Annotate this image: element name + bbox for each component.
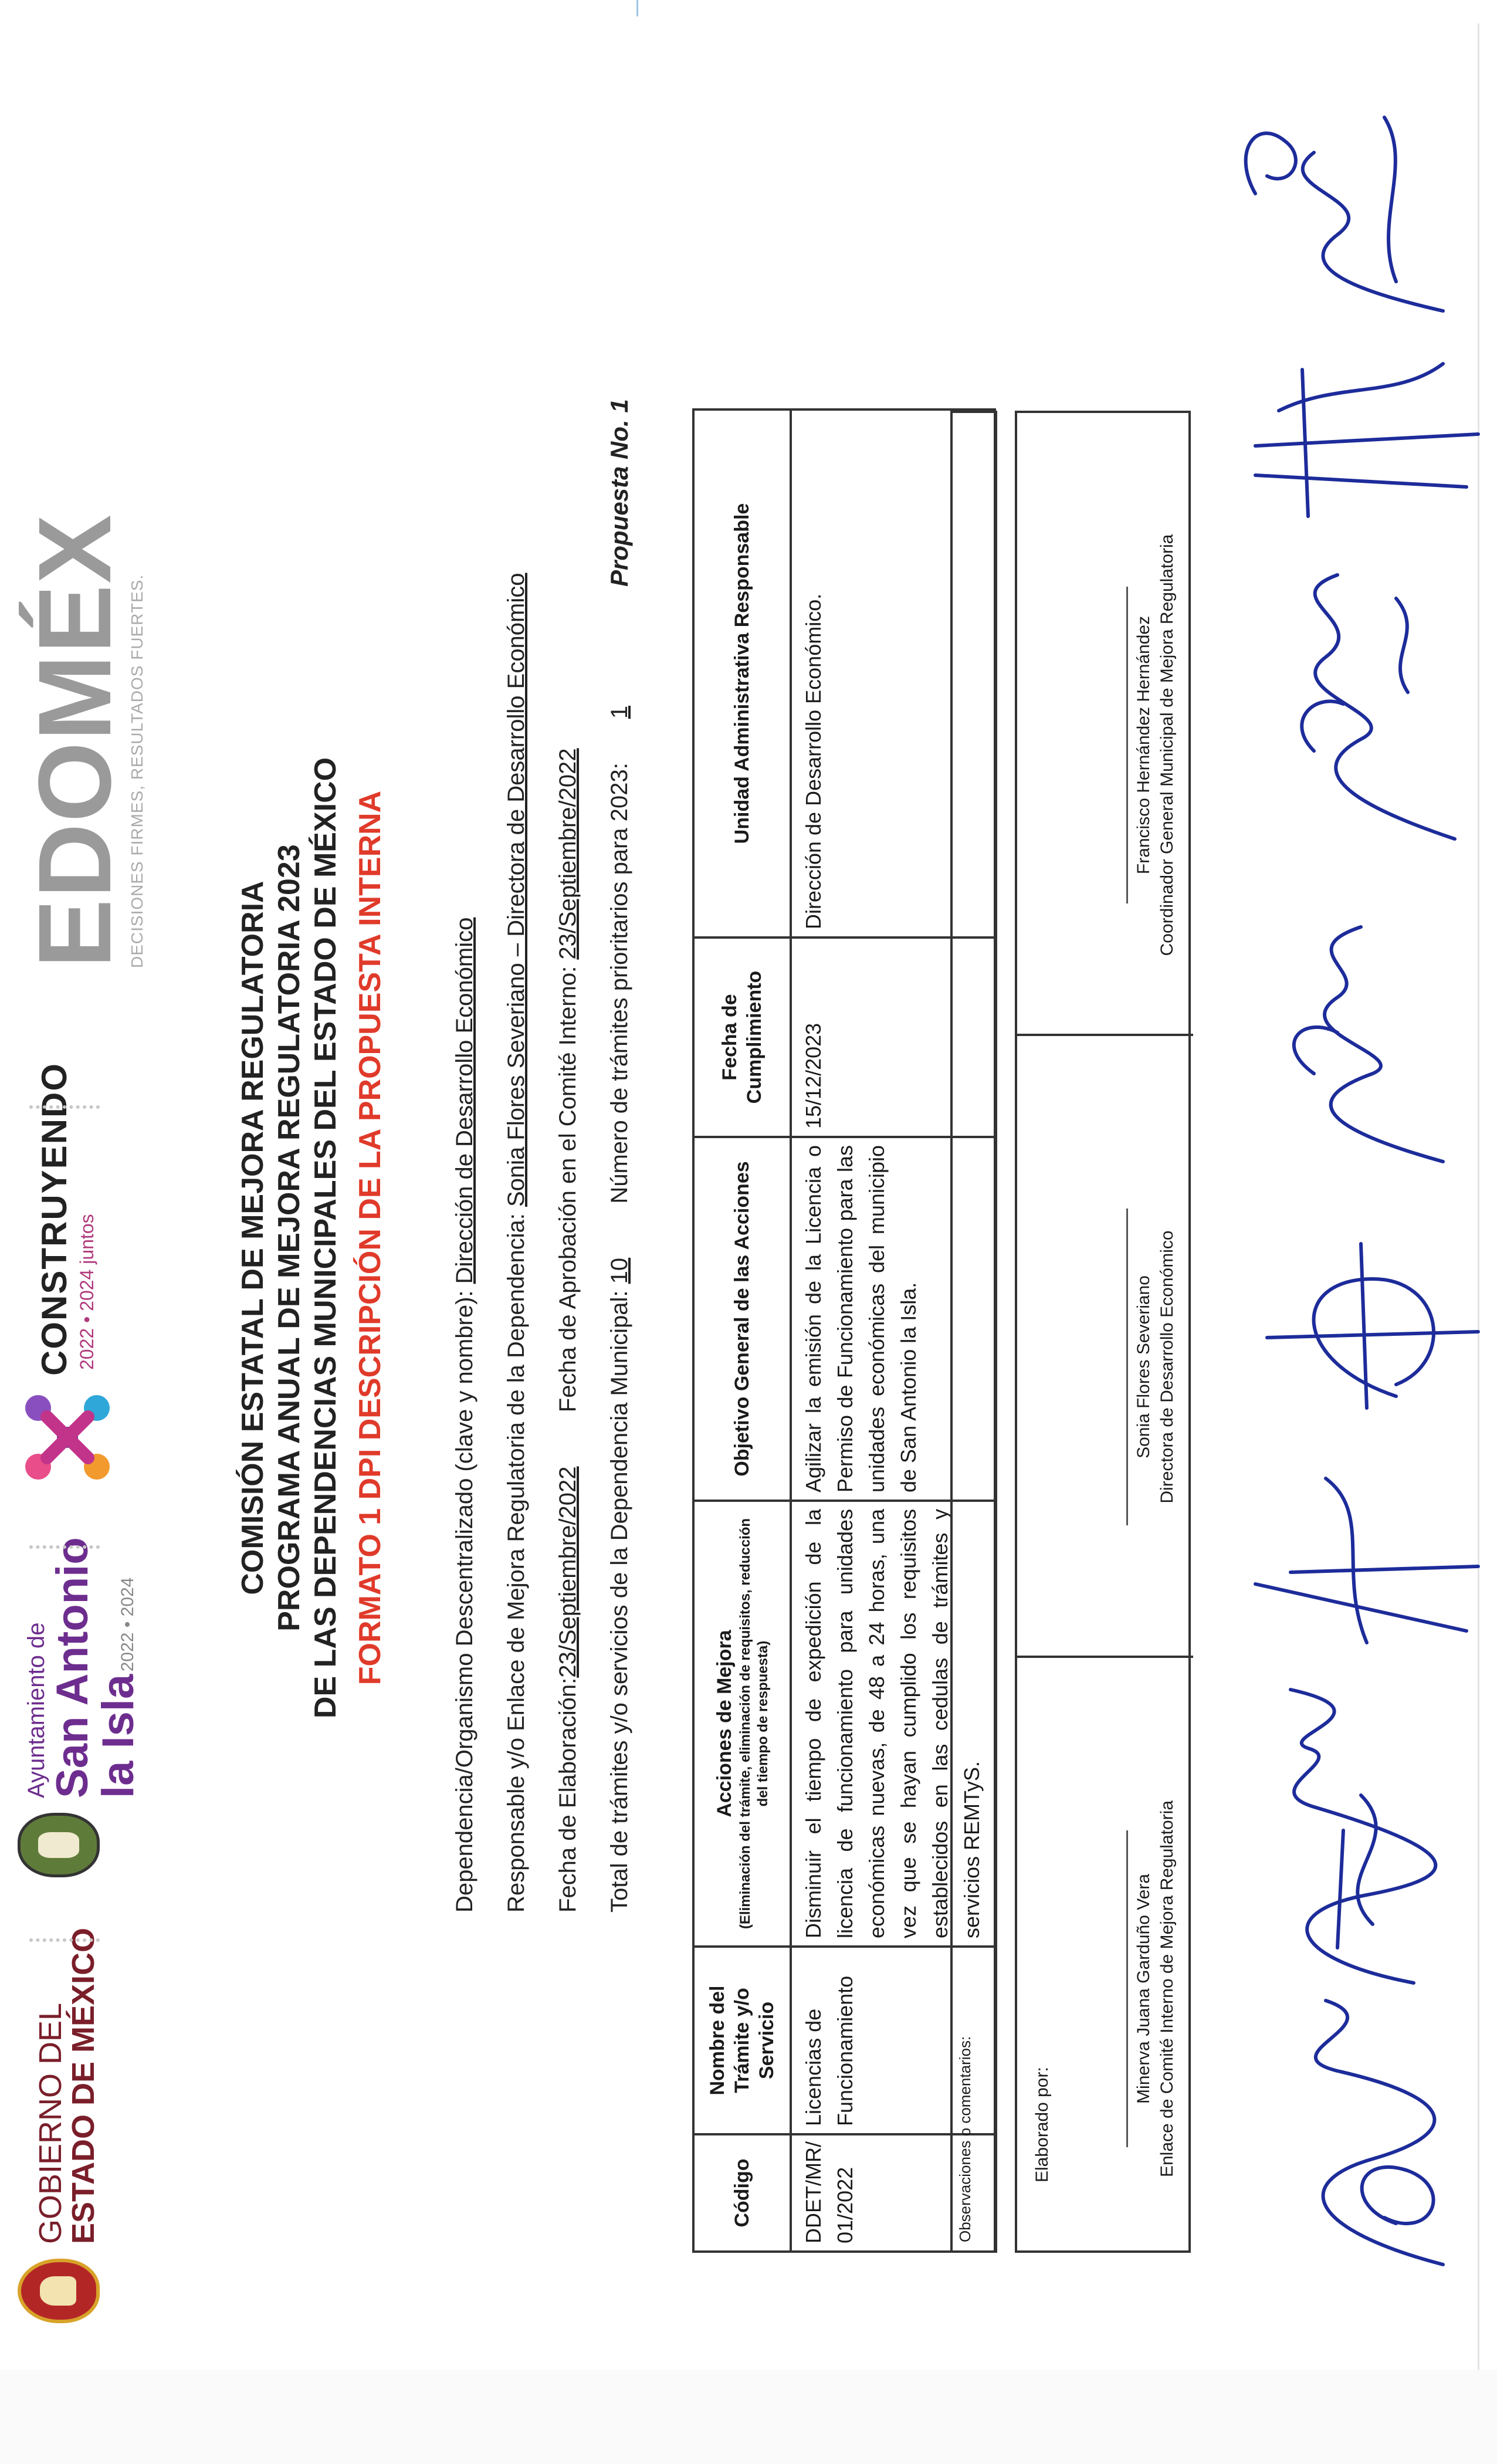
divider-dots — [29, 1927, 100, 1942]
gobierno-estado-logo — [34, 1928, 100, 2244]
observaciones-label: Observaciones o comentarios: — [956, 2036, 974, 2242]
signatory-name: Sonia Flores Severiano — [1134, 1275, 1153, 1458]
responsable-value: Sonia Flores Severiano – Directora de Desarrollo Económico — [503, 573, 529, 1207]
edomex-logo: EDOMÉX — [18, 513, 133, 968]
signatory-role: Coordinador General Municipal de Mejora Regulatoria — [1157, 534, 1177, 956]
ayuntamiento-small: Ayuntamiento de — [23, 1622, 49, 1798]
signature-line — [1126, 1209, 1128, 1525]
total-tramites-label: Total de trámites y/o servicios de la Dependencia Municipal: — [607, 1284, 632, 1913]
signatory-name: Minerva Juana Garduño Vera — [1134, 1874, 1153, 2104]
edomex-slogan: DECISIONES FIRMES, RESULTADOS FUERTES. — [128, 574, 146, 968]
header-fecha: Fecha de Cumplimiento — [693, 937, 791, 1137]
gobierno-line2: ESTADO DE MÉXICO — [66, 1927, 101, 2244]
dependencia-field — [452, 918, 478, 1913]
header-acciones — [693, 1501, 791, 1947]
header-objetivo: Objetivo General de las Acciones — [693, 1137, 791, 1501]
construyendo-x-icon — [18, 1385, 117, 1490]
construyendo-subtitle: 2022 • 2024 juntos — [76, 1214, 97, 1370]
signature-column-divider — [1017, 1034, 1193, 1036]
propuesta-label: Propuesta No. 1 — [605, 399, 633, 587]
header-unidad: Unidad Administrativa Responsable — [693, 409, 791, 937]
signatory-role: Directora de Desarrollo Económico — [1157, 1230, 1177, 1504]
cell-codigo: DDET/MR/ 01/2022 — [791, 2134, 995, 2252]
estado-mexico-seal-icon — [18, 2259, 100, 2323]
cell-unidad: Dirección de Desarrollo Económico. — [791, 409, 995, 937]
header-acciones-title: Acciones de Mejora — [713, 1630, 736, 1817]
cell-nombre: Licencias de Funcionamiento — [791, 1947, 995, 2134]
signatory-role: Enlace de Comité Interno de Mejora Regulatoria — [1157, 1800, 1177, 2178]
signature-line — [1126, 587, 1128, 903]
scan-bottom-margin — [0, 2370, 1497, 2464]
signature-column-divider — [1017, 1656, 1193, 1658]
numero-prioritarios-value: 1 — [607, 705, 632, 719]
ayuntamiento-logo — [23, 1537, 141, 1798]
logo-bar — [0, 23, 176, 2347]
formato-title: FORMATO 1 DPI DESCRIPCIÓN DE LA PROPUESTA INTERNA — [353, 790, 387, 1685]
cell-objetivo: Agilizar la emisión de la Licencia o Permiso de Funcionamiento para las unidades económicas del municipio de San Antonio la Isla. — [791, 1137, 995, 1501]
handwritten-signatures — [1220, 106, 1496, 2276]
signatory-3 — [1132, 481, 1179, 1009]
header-codigo: Código — [693, 2134, 791, 2252]
gobierno-line1: GOBIERNO DEL — [33, 2002, 68, 2244]
header-nombre: Nombre del Trámite y/o Servicio — [693, 1947, 791, 2134]
numero-prioritarios-label: Número de trámites prioritarios para 2023: — [607, 756, 632, 1204]
fecha-elaboracion-value: 23/Septiembre/2022 — [555, 1466, 581, 1678]
ayuntamiento-name2: la Isla — [93, 1674, 143, 1798]
scan-top-mark — [636, 0, 638, 16]
responsable-field — [503, 573, 530, 1913]
fecha-aprobacion-value: 23/Septiembre/2022 — [555, 748, 581, 960]
title-line1: COMISIÓN ESTATAL DE MEJORA REGULATORIA — [236, 881, 270, 1595]
title-line2: PROGRAMA ANUAL DE MEJORA REGULATORIA 2023 — [272, 844, 306, 1632]
cell-acciones: Disminuir el tiempo de expedición de la licencia de funcionamiento para unidades económicas nuevas, de 48 a 24 horas, una vez que se hayan cumplido los requisitos establecidos en las cedulas de trámites y servicios REMTyS. — [791, 1501, 995, 1947]
san-antonio-emblem-icon — [18, 1813, 100, 1877]
ayuntamiento-years: 2022 • 2024 — [118, 1577, 137, 1672]
construyendo-logo: CONSTRUYENDO — [35, 1062, 74, 1376]
table-header-row — [693, 409, 791, 2252]
document-sheet — [0, 23, 1497, 2347]
tramites-field — [607, 668, 633, 1913]
cell-fecha: 15/12/2023 — [791, 937, 995, 1137]
title-line3: DE LAS DEPENDENCIAS MUNICIPALES DEL ESTADO DE MÉXICO — [309, 757, 343, 1719]
dependencia-label: Dependencia/Organismo Descentralizado (clave y nombre): — [452, 1284, 477, 1913]
header-acciones-note: (Eliminación del trámite, eliminación de requisitos, reducción del tiempo de respuesta) — [737, 1518, 771, 1930]
fechas-field — [555, 748, 581, 1913]
signatory-name: Francisco Hernández Hernández — [1134, 615, 1153, 875]
ayuntamiento-name1: San Antonio — [48, 1537, 97, 1798]
signature-line — [1126, 1830, 1128, 2147]
elaborado-label: Elaborado por: — [1032, 2067, 1052, 2182]
observaciones-box — [950, 411, 997, 2253]
divider-dots — [29, 1534, 100, 1549]
total-tramites-value: 10 — [607, 1257, 632, 1284]
dependencia-value: Dirección de Desarrollo Económico — [452, 917, 477, 1284]
signatory-2 — [1132, 1103, 1179, 1631]
document-titles — [235, 387, 388, 2089]
fecha-elaboracion-label: Fecha de Elaboración: — [555, 1677, 581, 1913]
fecha-aprobacion-label: Fecha de Aprobación en el Comité Interno: — [555, 959, 581, 1413]
responsable-label: Responsable y/o Enlace de Mejora Regulatoria de la Dependencia: — [503, 1207, 529, 1913]
signatory-1 — [1132, 1725, 1179, 2253]
divider-dots — [29, 1094, 100, 1109]
